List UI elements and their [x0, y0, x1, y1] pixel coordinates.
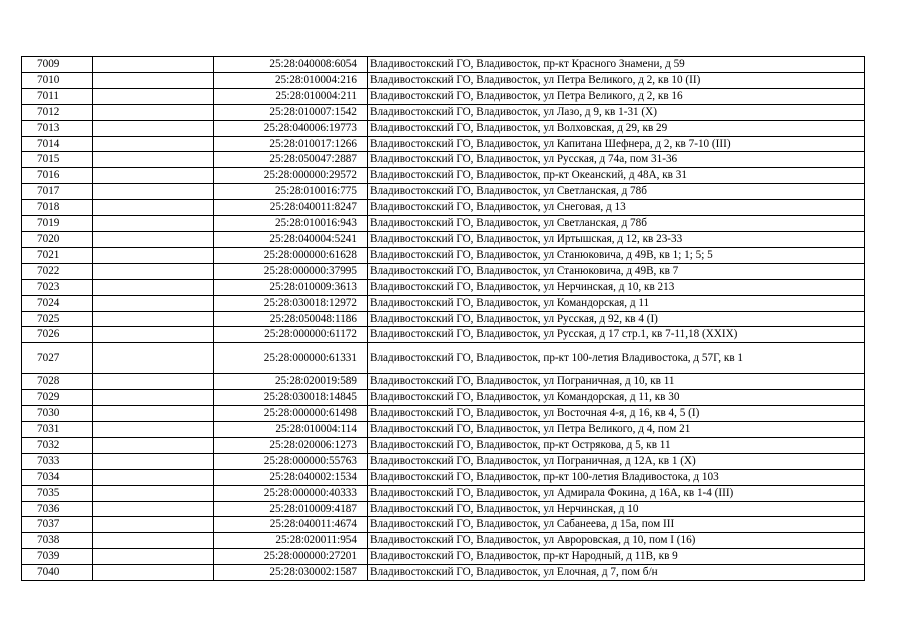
- row-number-cell: 7025: [22, 311, 93, 327]
- empty-cell: [93, 406, 214, 422]
- empty-cell: [93, 88, 214, 104]
- empty-cell: [93, 390, 214, 406]
- table-row: [22, 533, 865, 549]
- address-cell: Владивостокский ГО, Владивосток, пр-кт 100-летия Владивостока, д 57Г, кв 1: [368, 343, 865, 374]
- cadastral-number-cell: 25:28:040006:19773: [214, 120, 368, 136]
- row-number-cell: 7016: [22, 168, 93, 184]
- address-cell: Владивостокский ГО, Владивосток, ул Петра Великого, д 2, кв 16: [368, 88, 865, 104]
- empty-cell: [93, 231, 214, 247]
- cadastral-number-cell: 25:28:000000:37995: [214, 263, 368, 279]
- cadastral-number-cell: 25:28:000000:61331: [214, 343, 368, 374]
- row-number-cell: 7038: [22, 533, 93, 549]
- row-number-cell: 7011: [22, 88, 93, 104]
- table-row: [22, 168, 865, 184]
- row-number-cell: 7009: [22, 57, 93, 73]
- cadastral-number-cell: 25:28:010016:775: [214, 184, 368, 200]
- empty-cell: [93, 517, 214, 533]
- address-cell: Владивостокский ГО, Владивосток, пр-кт Народный, д 11В, кв 9: [368, 549, 865, 565]
- address-cell: Владивостокский ГО, Владивосток, ул Петра Великого, д 2, кв 10 (II): [368, 72, 865, 88]
- table-row: [22, 88, 865, 104]
- cadastral-number-cell: 25:28:050047:2887: [214, 152, 368, 168]
- cadastral-number-cell: 25:28:000000:61172: [214, 327, 368, 343]
- cadastral-number-cell: 25:28:000000:27201: [214, 549, 368, 565]
- empty-cell: [93, 533, 214, 549]
- empty-cell: [93, 216, 214, 232]
- address-cell: Владивостокский ГО, Владивосток, ул Русская, д 17 стр.1, кв 7-11,18 (XXIX): [368, 327, 865, 343]
- table-row: [22, 295, 865, 311]
- table-row: [22, 72, 865, 88]
- cadastral-number-cell: 25:28:000000:61498: [214, 406, 368, 422]
- row-number-cell: 7015: [22, 152, 93, 168]
- property-register-table: [21, 56, 865, 581]
- row-number-cell: 7017: [22, 184, 93, 200]
- empty-cell: [93, 343, 214, 374]
- empty-cell: [93, 469, 214, 485]
- empty-cell: [93, 279, 214, 295]
- table-row: [22, 279, 865, 295]
- cadastral-number-cell: 25:28:040002:1534: [214, 469, 368, 485]
- address-cell: Владивостокский ГО, Владивосток, ул Нерчинская, д 10: [368, 501, 865, 517]
- cadastral-number-cell: 25:28:040011:8247: [214, 200, 368, 216]
- address-cell: Владивостокский ГО, Владивосток, ул Командорская, д 11, кв 30: [368, 390, 865, 406]
- row-number-cell: 7033: [22, 453, 93, 469]
- row-number-cell: 7019: [22, 216, 93, 232]
- row-number-cell: 7035: [22, 485, 93, 501]
- address-cell: Владивостокский ГО, Владивосток, пр-кт 100-летия Владивостока, д 103: [368, 469, 865, 485]
- cadastral-number-cell: 25:28:040008:6054: [214, 57, 368, 73]
- cadastral-number-cell: 25:28:030018:12972: [214, 295, 368, 311]
- empty-cell: [93, 247, 214, 263]
- table-row: [22, 501, 865, 517]
- cadastral-number-cell: 25:28:000000:61628: [214, 247, 368, 263]
- row-number-cell: 7014: [22, 136, 93, 152]
- row-number-cell: 7013: [22, 120, 93, 136]
- empty-cell: [93, 72, 214, 88]
- empty-cell: [93, 453, 214, 469]
- address-cell: Владивостокский ГО, Владивосток, ул Нерчинская, д 10, кв 213: [368, 279, 865, 295]
- row-number-cell: 7012: [22, 104, 93, 120]
- row-number-cell: 7018: [22, 200, 93, 216]
- empty-cell: [93, 311, 214, 327]
- table-row: [22, 406, 865, 422]
- row-number-cell: 7029: [22, 390, 93, 406]
- empty-cell: [93, 152, 214, 168]
- row-number-cell: 7031: [22, 422, 93, 438]
- table-row: [22, 120, 865, 136]
- row-number-cell: 7010: [22, 72, 93, 88]
- table-row: [22, 517, 865, 533]
- cadastral-number-cell: 25:28:000000:29572: [214, 168, 368, 184]
- table-row: [22, 485, 865, 501]
- table-row: [22, 247, 865, 263]
- address-cell: Владивостокский ГО, Владивосток, ул Командорская, д 11: [368, 295, 865, 311]
- address-cell: Владивостокский ГО, Владивосток, ул Станюковича, д 49В, кв 1; 1; 5; 5: [368, 247, 865, 263]
- empty-cell: [93, 295, 214, 311]
- cadastral-number-cell: 25:28:000000:55763: [214, 453, 368, 469]
- row-number-cell: 7020: [22, 231, 93, 247]
- row-number-cell: 7023: [22, 279, 93, 295]
- cadastral-number-cell: 25:28:010004:216: [214, 72, 368, 88]
- empty-cell: [93, 104, 214, 120]
- row-number-cell: 7040: [22, 565, 93, 581]
- row-number-cell: 7030: [22, 406, 93, 422]
- empty-cell: [93, 549, 214, 565]
- cadastral-number-cell: 25:28:010004:114: [214, 422, 368, 438]
- row-number-cell: 7036: [22, 501, 93, 517]
- cadastral-number-cell: 25:28:040004:5241: [214, 231, 368, 247]
- table-row: [22, 327, 865, 343]
- empty-cell: [93, 57, 214, 73]
- table-row: [22, 263, 865, 279]
- empty-cell: [93, 485, 214, 501]
- address-cell: Владивостокский ГО, Владивосток, ул Елочная, д 7, пом б/н: [368, 565, 865, 581]
- empty-cell: [93, 184, 214, 200]
- row-number-cell: 7032: [22, 437, 93, 453]
- address-cell: Владивостокский ГО, Владивосток, ул Иртышская, д 12, кв 23-33: [368, 231, 865, 247]
- cadastral-number-cell: 25:28:010007:1542: [214, 104, 368, 120]
- table-row: [22, 453, 865, 469]
- cadastral-number-cell: 25:28:030002:1587: [214, 565, 368, 581]
- table-row: [22, 200, 865, 216]
- cadastral-number-cell: 25:28:010016:943: [214, 216, 368, 232]
- address-cell: Владивостокский ГО, Владивосток, ул Адмирала Фокина, д 16А, кв 1-4 (III): [368, 485, 865, 501]
- table-row: [22, 216, 865, 232]
- address-cell: Владивостокский ГО, Владивосток, пр-кт Красного Знамени, д 59: [368, 57, 865, 73]
- row-number-cell: 7027: [22, 343, 93, 374]
- row-number-cell: 7034: [22, 469, 93, 485]
- address-cell: Владивостокский ГО, Владивосток, пр-кт Океанский, д 48А, кв 31: [368, 168, 865, 184]
- cadastral-number-cell: 25:28:010017:1266: [214, 136, 368, 152]
- row-number-cell: 7028: [22, 374, 93, 390]
- empty-cell: [93, 501, 214, 517]
- address-cell: Владивостокский ГО, Владивосток, пр-кт Острякова, д 5, кв 11: [368, 437, 865, 453]
- cadastral-number-cell: 25:28:020019:589: [214, 374, 368, 390]
- cadastral-number-cell: 25:28:040011:4674: [214, 517, 368, 533]
- table-row: [22, 422, 865, 438]
- address-cell: Владивостокский ГО, Владивосток, ул Пограничная, д 10, кв 11: [368, 374, 865, 390]
- row-number-cell: 7039: [22, 549, 93, 565]
- register-body: [22, 57, 865, 581]
- row-number-cell: 7024: [22, 295, 93, 311]
- address-cell: Владивостокский ГО, Владивосток, ул Восточная 4-я, д 16, кв 4, 5 (I): [368, 406, 865, 422]
- address-cell: Владивостокский ГО, Владивосток, ул Капитана Шефнера, д 2, кв 7-10 (III): [368, 136, 865, 152]
- cadastral-number-cell: 25:28:010009:4187: [214, 501, 368, 517]
- empty-cell: [93, 422, 214, 438]
- empty-cell: [93, 374, 214, 390]
- address-cell: Владивостокский ГО, Владивосток, ул Станюковича, д 49В, кв 7: [368, 263, 865, 279]
- empty-cell: [93, 437, 214, 453]
- table-row: [22, 231, 865, 247]
- cadastral-number-cell: 25:28:020006:1273: [214, 437, 368, 453]
- row-number-cell: 7021: [22, 247, 93, 263]
- table-row: [22, 437, 865, 453]
- empty-cell: [93, 263, 214, 279]
- cadastral-number-cell: 25:28:000000:40333: [214, 485, 368, 501]
- row-number-cell: 7026: [22, 327, 93, 343]
- cadastral-number-cell: 25:28:050048:1186: [214, 311, 368, 327]
- table-row: [22, 565, 865, 581]
- address-cell: Владивостокский ГО, Владивосток, ул Светланская, д 78б: [368, 216, 865, 232]
- address-cell: Владивостокский ГО, Владивосток, ул Русская, д 74а, пом 31-36: [368, 152, 865, 168]
- address-cell: Владивостокский ГО, Владивосток, ул Русская, д 92, кв 4 (I): [368, 311, 865, 327]
- table-row: [22, 136, 865, 152]
- table-row: [22, 374, 865, 390]
- empty-cell: [93, 565, 214, 581]
- cadastral-number-cell: 25:28:010009:3613: [214, 279, 368, 295]
- address-cell: Владивостокский ГО, Владивосток, ул Петра Великого, д 4, пом 21: [368, 422, 865, 438]
- empty-cell: [93, 168, 214, 184]
- row-number-cell: 7037: [22, 517, 93, 533]
- cadastral-number-cell: 25:28:010004:211: [214, 88, 368, 104]
- table-row: [22, 311, 865, 327]
- address-cell: Владивостокский ГО, Владивосток, ул Волховская, д 29, кв 29: [368, 120, 865, 136]
- empty-cell: [93, 327, 214, 343]
- address-cell: Владивостокский ГО, Владивосток, ул Светланская, д 78б: [368, 184, 865, 200]
- row-number-cell: 7022: [22, 263, 93, 279]
- empty-cell: [93, 120, 214, 136]
- address-cell: Владивостокский ГО, Владивосток, ул Снеговая, д 13: [368, 200, 865, 216]
- address-cell: Владивостокский ГО, Владивосток, ул Лазо, д 9, кв 1-31 (X): [368, 104, 865, 120]
- table-row: [22, 343, 865, 374]
- cadastral-number-cell: 25:28:020011:954: [214, 533, 368, 549]
- table-row: [22, 57, 865, 73]
- address-cell: Владивостокский ГО, Владивосток, ул Авроровская, д 10, пом I (16): [368, 533, 865, 549]
- cadastral-number-cell: 25:28:030018:14845: [214, 390, 368, 406]
- table-row: [22, 152, 865, 168]
- table-row: [22, 469, 865, 485]
- empty-cell: [93, 200, 214, 216]
- address-cell: Владивостокский ГО, Владивосток, ул Сабанеева, д 15а, пом III: [368, 517, 865, 533]
- address-cell: Владивостокский ГО, Владивосток, ул Пограничная, д 12А, кв 1 (X): [368, 453, 865, 469]
- table-row: [22, 184, 865, 200]
- empty-cell: [93, 136, 214, 152]
- table-row: [22, 549, 865, 565]
- table-row: [22, 104, 865, 120]
- table-row: [22, 390, 865, 406]
